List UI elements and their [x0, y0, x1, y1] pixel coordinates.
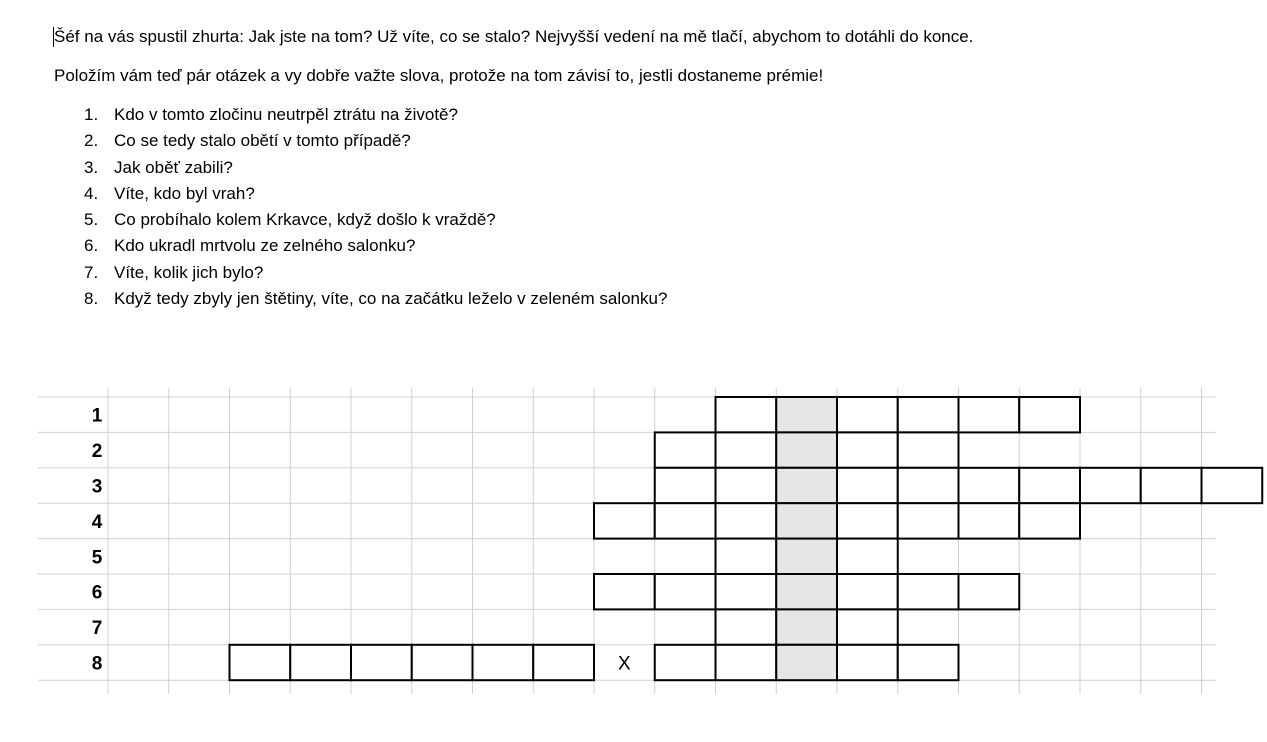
solution-cell[interactable] — [776, 397, 837, 432]
solution-cell[interactable] — [776, 645, 837, 680]
crossword-cell[interactable] — [837, 397, 898, 432]
question-number: 8. — [84, 289, 99, 309]
intro-paragraph-1: Šéf na vás spustil zhurta: Jak jste na tom? Už víte, co se stalo? Nejvyšší vedení na mě tlačí, abychom to dotáhli do konce. — [54, 27, 974, 46]
crossword-cell[interactable] — [837, 539, 898, 574]
solution-cell[interactable] — [776, 468, 837, 503]
crossword-cell[interactable] — [898, 574, 959, 609]
crossword-cell[interactable] — [290, 645, 351, 680]
solution-cell[interactable] — [776, 432, 837, 467]
crossword-cell[interactable] — [716, 574, 777, 609]
row-label: 5 — [91, 547, 103, 569]
question-number: 1. — [84, 105, 99, 124]
crossword-cell[interactable] — [351, 645, 412, 680]
crossword-cell[interactable] — [473, 645, 534, 680]
question-text: Víte, kdo byl vrah? — [114, 183, 255, 203]
crossword-cell[interactable] — [837, 609, 898, 644]
crossword-cell[interactable] — [898, 468, 959, 503]
row-label: 3 — [91, 476, 103, 498]
crossword-cell[interactable] — [412, 645, 473, 680]
question-text: Kdo v tomto zločinu neutrpěl ztrátu na životě? — [114, 105, 458, 124]
crossword-cell[interactable] — [1019, 503, 1080, 538]
crossword-cell[interactable] — [716, 539, 777, 574]
crossword-cell[interactable] — [1141, 468, 1202, 503]
question-text: Co se tedy stalo obětí v tomto případě? — [114, 131, 411, 151]
crossword-cell[interactable] — [837, 503, 898, 538]
crossword-cell[interactable] — [898, 645, 959, 680]
crossword-cell[interactable] — [655, 432, 716, 467]
crossword-cell[interactable] — [837, 574, 898, 609]
crossword-cell[interactable] — [959, 397, 1020, 432]
crossword-cell[interactable] — [959, 468, 1020, 503]
question-number: 6. — [84, 236, 99, 256]
crossword-cell[interactable] — [837, 468, 898, 503]
crossword-cell[interactable] — [716, 468, 777, 503]
question-text: Víte, kolik jich bylo? — [114, 262, 264, 282]
question-text: Co probíhalo kolem Krkavce, když došlo k vraždě? — [114, 210, 496, 230]
crossword-cell[interactable] — [837, 645, 898, 680]
question-number: 7. — [84, 262, 99, 282]
row-label: 7 — [91, 618, 103, 640]
crossword-cell[interactable] — [716, 432, 777, 467]
solution-cell[interactable] — [776, 539, 837, 574]
crossword-cell[interactable] — [898, 503, 959, 538]
row-label: 1 — [91, 405, 103, 427]
question-text: Kdo ukradl mrtvolu ze zelného salonku? — [114, 236, 416, 256]
row-labels — [92, 406, 103, 675]
gap-mark: X — [618, 653, 631, 675]
crossword-cell[interactable] — [655, 468, 716, 503]
crossword-cell[interactable] — [716, 397, 777, 432]
crossword-cell[interactable] — [716, 503, 777, 538]
row-label: 8 — [91, 653, 103, 675]
crossword-cell[interactable] — [1080, 468, 1141, 503]
crossword-cell[interactable] — [716, 609, 777, 644]
row-label: 2 — [91, 441, 103, 463]
crossword-cell[interactable] — [1019, 397, 1080, 432]
row-label: 6 — [91, 582, 103, 604]
crossword-cell[interactable] — [837, 432, 898, 467]
crossword-cell[interactable] — [1202, 468, 1263, 503]
intro-paragraph-2: Položím vám teď pár otázek a vy dobře važte slova, protože na tom závisí to, jestli dostaneme prémie! — [54, 66, 824, 85]
crossword-cell[interactable] — [959, 503, 1020, 538]
question-text: Když tedy zbyly jen štětiny, víte, co na začátku leželo v zeleném salonku? — [114, 289, 668, 309]
crossword-cell[interactable] — [898, 397, 959, 432]
crossword-cell[interactable] — [655, 574, 716, 609]
crossword-cell[interactable] — [594, 503, 655, 538]
question-number: 2. — [84, 131, 99, 151]
crossword-cell[interactable] — [1019, 468, 1080, 503]
question-text: Jak oběť zabili? — [114, 157, 233, 177]
crossword-cell[interactable] — [594, 574, 655, 609]
solution-cell[interactable] — [776, 503, 837, 538]
crossword-cell[interactable] — [655, 503, 716, 538]
crossword-cell[interactable] — [230, 645, 291, 680]
crossword-cell[interactable] — [655, 645, 716, 680]
row-label: 4 — [91, 511, 103, 533]
crossword-cell[interactable] — [959, 574, 1020, 609]
grid-lines — [38, 388, 1216, 694]
question-number: 5. — [84, 210, 99, 230]
crossword-cell[interactable] — [533, 645, 594, 680]
crossword-cell[interactable] — [898, 432, 959, 467]
solution-cell[interactable] — [776, 609, 837, 644]
question-number: 4. — [84, 183, 99, 203]
crossword-cell[interactable] — [716, 645, 777, 680]
question-number: 3. — [84, 157, 99, 177]
solution-cell[interactable] — [776, 574, 837, 609]
